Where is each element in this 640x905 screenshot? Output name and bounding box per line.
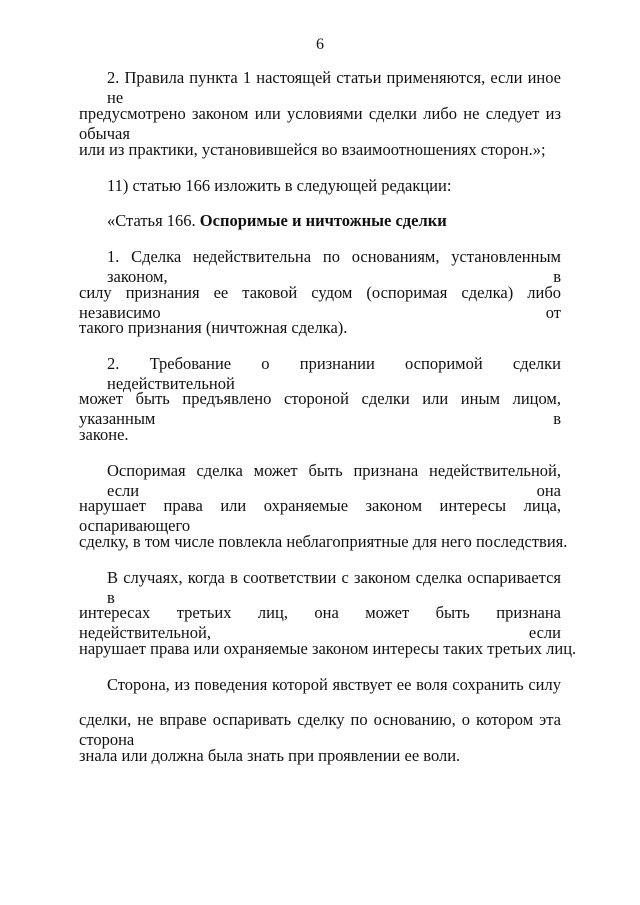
text-line: 11) статью 166 изложить в следующей редакции: (107, 176, 452, 195)
page-number: 6 (316, 36, 324, 53)
text-line: 1. Сделка недействительна по основаниям, установленным законом, в (107, 247, 561, 286)
article-title: Оспоримые и ничтожные сделки (199, 211, 447, 230)
text-line: В случаях, когда в соответствии с законом сделка оспаривается в (107, 568, 561, 607)
text-line: такого признания (ничтожная сделка). (79, 318, 348, 337)
text-line: предусмотрено законом или условиями сделки либо не следует из обычая (79, 104, 561, 143)
text-line: сделку, в том числе повлекла неблагоприятные для него последствия. (79, 532, 568, 551)
text-line: или из практики, установившейся во взаимоотношениях сторон.»; (79, 140, 546, 159)
text-line: силу признания ее таковой судом (оспоримая сделка) либо независимо от (79, 283, 561, 322)
article-heading (107, 211, 447, 231)
text-line: законе. (79, 425, 129, 444)
text-line: знала или должна была знать при проявлении ее воли. (79, 746, 461, 765)
text-line: 2. Требование о признании оспоримой сделки недействительной (107, 354, 561, 393)
text-line: сделки, не вправе оспаривать сделку по основанию, о котором эта сторона (79, 710, 561, 749)
text-line: нарушает права или охраняемые законом интересы таких третьих лиц. (79, 639, 577, 658)
text-line: может быть предъявлено стороной сделки или иным лицом, указанным в (79, 389, 561, 428)
text-line: интересах третьих лиц, она может быть признана недействительной, если (79, 603, 561, 642)
article-number: «Статья 166. (107, 211, 200, 230)
text-line: 2. Правила пункта 1 настоящей статьи применяются, если иное не (107, 68, 561, 107)
text-line: Сторона, из поведения которой явствует ее воля сохранить силу (107, 675, 561, 694)
text-line: нарушает права или охраняемые законом интересы лица, оспаривающего (79, 496, 561, 535)
text-line: Оспоримая сделка может быть признана недействительной, если она (107, 461, 561, 500)
